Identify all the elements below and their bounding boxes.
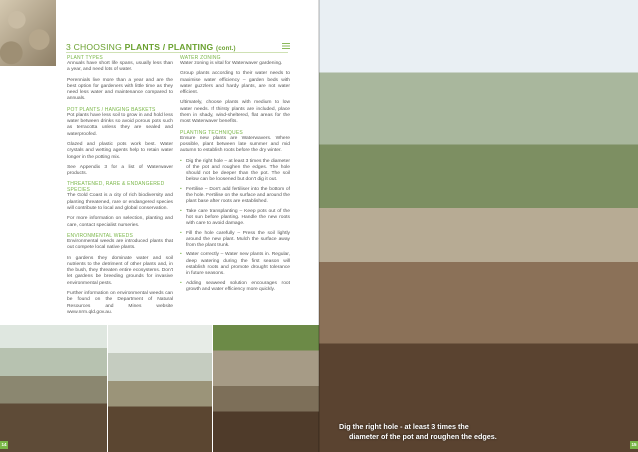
page-gutter [318,0,320,452]
list-item: • Adding seaweed solution encourages root growth and water efficiency more quickly. [180,281,290,294]
planting-list [180,159,290,294]
paragraph: Perennials live more than a year and are the best option for gardeners with little time as they need less water and maintenance compared to annuals. [67,77,173,102]
paragraph: Group plants according to their water needs to maximise water efficiency – garden beds with water guzzlers and hardy plants, are not water efficient. [180,71,290,96]
paragraph: Water zoning is vital for Waterwaver gardening. [180,61,283,66]
list-item: • Dig the right hole – at least 3 times the diameter of the pot and roughen the edges. The hole should not be deeper than the pot. The soil below can be loosened but don't dig it out. [180,159,290,184]
list-item: • Take care transplanting – Keep pots out of the hot sun before planting. Handle the new roots with care to avoid damage. [180,209,290,228]
heading-planting-techniques: PLANTING TECHNIQUES [180,129,243,136]
caption-line-1: Dig the right hole - at least 3 times the [339,422,469,431]
photo-strip [0,325,319,452]
list-item: • Water correctly – Water new plants in. Regular, deep watering during the first season will establish roots and promote drought tolerance in future seasons. [180,252,290,277]
section-continued: (cont.) [216,46,236,52]
section-number: 3 [66,42,71,52]
paragraph: Ultimately, choose plants with medium to low water needs. If thirsty plants are included, place them in shady, wind-sheltered, flat areas for the most Waterwaver benefits. [180,100,290,125]
photo-caption [339,422,497,442]
list-item: • Fill the hole carefully – Press the soil lightly around the new plant. Mulch the surface away from the plant trunk. [180,231,290,250]
text-column-1 [67,55,173,320]
menu-icon [282,43,290,49]
page-number-left: 14 [1,442,7,447]
photo-dig-hole [0,325,107,452]
heading-plant-types: PLANT TYPES [67,55,103,61]
paragraph: For more information on selection, planting and care, contact specialist nurseries. [67,216,173,228]
heading-water-zoning: WATER ZONING [180,55,221,61]
photo-fill-soil [213,325,319,452]
paragraph: Glazed and plastic pots work best. Water crystals and wetting agents help to retain water longer in the potting mix. [67,141,173,160]
heading-pot-plants: POT PLANTS / HANGING BASKETS [67,106,156,113]
paragraph: Ensure new plants are Waterwavers. Where possible, plant between late summer and mid autumn to establish roots before the dry winter. [180,135,290,154]
section-header [66,42,236,52]
section-prefix: CHOOSING [73,42,125,52]
heading-environmental-weeds: ENVIRONMENTAL WEEDS [67,232,134,239]
paragraph: Pot plants have less soil to grow in and hold less water between drinks so avoid porous pots such as terracotta unless they are sealed and waterproofed. [67,112,173,137]
right-page-photo [319,0,638,452]
paragraph: See Appendix 3 for a list of Waterwaver products. [67,164,173,177]
photo-place-plant [108,325,212,452]
caption-line-2: diameter of the pot and roughen the edges. [349,432,497,441]
paragraph: Annuals have short life spans, usually less than a year, and need lots of water. [67,61,173,73]
section-title: PLANTS / PLANTING [124,42,214,52]
page-number-right: 15 [631,442,637,447]
rock-wall-photo [0,0,56,66]
heading-threatened-species: THREATENED, RARE & ENDANGERED SPECIES [67,181,165,194]
header-rule [66,52,288,53]
paragraph: In gardens they dominate water and soil nutrients to the detriment of other plants and, in the bush, they threaten entire ecosystems. Don't let gardens be breeding grounds for invasive environmental pests. [67,255,173,286]
list-item: • Fertilise – Don't add fertiliser into the bottom of the hole. Fertilise on the surface and around the plant base after roots are established. [180,187,290,206]
paragraph: Environmental weeds are introduced plants that out compete local native plants. [67,238,173,251]
text-column-2 [180,55,290,296]
paragraph: Further information on environmental weeds can be found on the Department of Natural Resources and Mines website www.nrm.qld.gov.au. [67,291,173,315]
paragraph: The Gold Coast is a city of rich biodiversity and planting threatened, rare or endangered species will contribute to local and global conservation. [67,193,173,212]
